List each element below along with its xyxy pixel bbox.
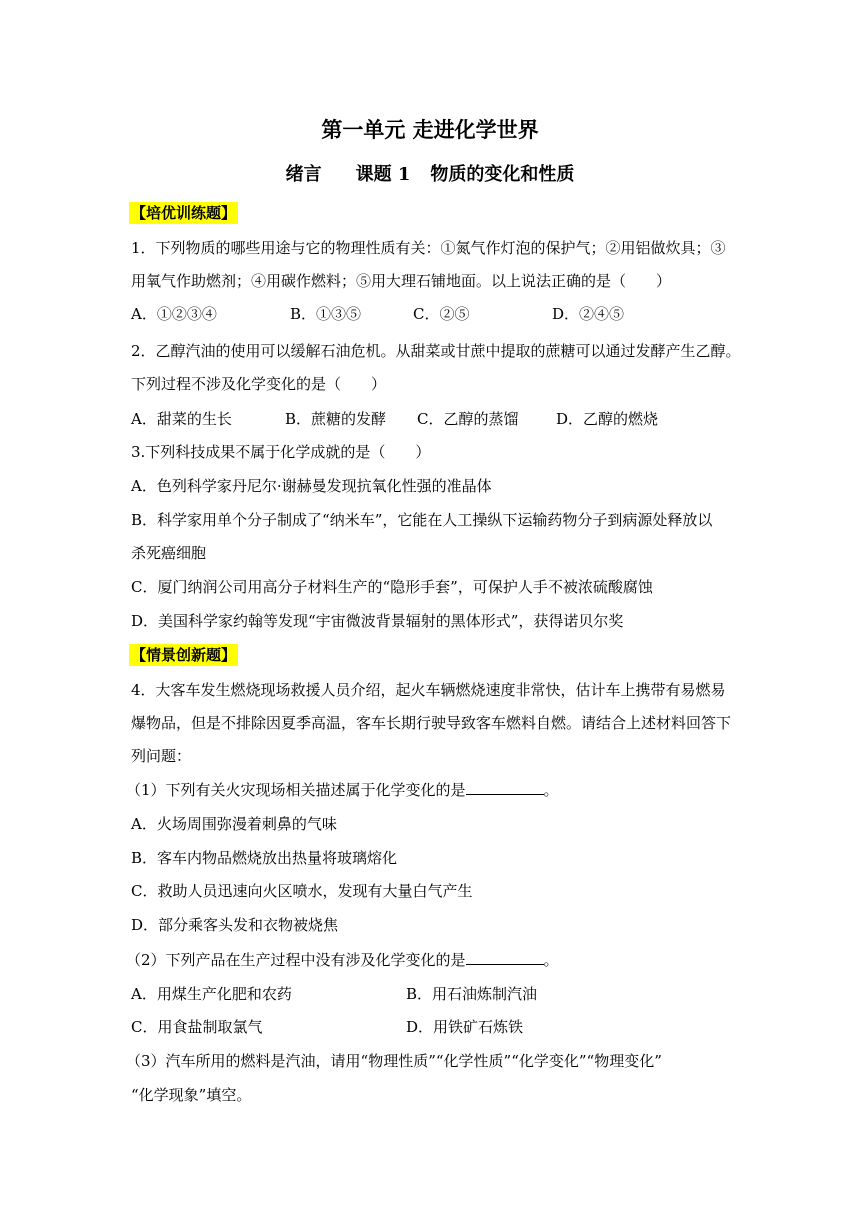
q4-sub2-option-c: C．用食盐制取氯气 [131, 1018, 263, 1036]
q4-sub2-option-b: B．用石油炼制汽油 [406, 985, 538, 1003]
q4-sub1-prefix: （1）下列有关火灾现场相关描述属于化学变化的是 [126, 781, 466, 799]
q4-sub1-option-c: C．救助人员迅速向火区喷水，发现有大量白气产生 [131, 882, 473, 900]
q3-option-b-line-1: B．科学家用单个分子制成了“纳米车”，它能在人工操纵下运输药物分子到病源处释放以 [131, 511, 713, 529]
lesson-title-part3: 物质的变化和性质 [430, 164, 575, 185]
q4-sub2-stem [126, 950, 559, 970]
section-tag-scenario: 【情景创新题】 [131, 646, 237, 664]
lesson-title-part2: 课题 1 [355, 164, 411, 185]
q3-option-a: A．色列科学家丹尼尔·谢赫曼发现抗氧化性强的准晶体 [131, 477, 492, 495]
q4-sub1-option-d: D．部分乘客头发和衣物被烧焦 [131, 916, 339, 934]
q4-line-1: 4．大客车发生燃烧现场救援人员介绍，起火车辆燃烧速度非常快，估计车上携带有易燃易 [131, 681, 726, 699]
q4-sub1-stem [126, 780, 559, 800]
unit-title: 第一单元 走进化学世界 [321, 117, 539, 142]
q4-sub1-option-a: A．火场周围弥漫着刺鼻的气味 [131, 815, 337, 833]
q2-option-a: A．甜菜的生长 [131, 410, 232, 428]
q1-line-1: 1．下列物质的哪些用途与它的物理性质有关：①氮气作灯泡的保护气；②用铝做炊具；③ [131, 239, 726, 257]
q4-line-2: 爆物品，但是不排除因夏季高温，客车长期行驶导致客车燃料自燃。请结合上述材料回答下 [131, 714, 732, 732]
q1-line-2: 用氧气作助燃剂；④用碳作燃料；⑤用大理石铺地面。以上说法正确的是（ ） [131, 272, 672, 290]
q1-option-b: B．①③⑤ [290, 305, 362, 323]
q4-sub2-prefix: （2）下列产品在生产过程中没有涉及化学变化的是 [126, 951, 466, 969]
q2-option-c: C．乙醇的蒸馏 [417, 410, 519, 428]
q4-sub2-option-a: A．用煤生产化肥和农药 [131, 985, 292, 1003]
q4-sub3-line-2: “化学现象”填空。 [131, 1086, 252, 1104]
lesson-title-part1: 绪言 [285, 164, 322, 185]
q3-stem: 3.下列科技成果不属于化学成就的是（ ） [131, 443, 431, 461]
q3-option-c: C．厦门纳润公司用高分子材料生产的“隐形手套”，可保护人手不被浓硫酸腐蚀 [131, 578, 653, 596]
q4-sub1-answer-blank[interactable] [466, 780, 544, 795]
q2-option-d: D．乙醇的燃烧 [556, 410, 659, 428]
q3-option-b-line-2: 杀死癌细胞 [131, 544, 207, 562]
q4-sub1-suffix: 。 [543, 781, 559, 799]
q2-line-2: 下列过程不涉及化学变化的是（ ） [131, 375, 387, 393]
q1-option-c: C．②⑤ [413, 305, 470, 323]
q4-sub1-option-b: B．客车内物品燃烧放出热量将玻璃熔化 [131, 849, 398, 867]
q2-option-b: B．蔗糖的发酵 [285, 410, 387, 428]
section-tag-training: 【培优训练题】 [131, 204, 237, 222]
q1-option-a: A．①②③④ [131, 305, 217, 323]
q4-sub2-suffix: 。 [543, 951, 559, 969]
q4-sub2-option-d: D．用铁矿石炼铁 [406, 1018, 524, 1036]
q4-sub3-line-1: （3）汽车所用的燃料是汽油，请用“物理性质”“化学性质”“化学变化”“物理变化” [126, 1052, 662, 1070]
q4-line-3: 列问题： [131, 747, 192, 765]
q4-sub2-answer-blank[interactable] [466, 950, 544, 965]
q2-line-1: 2．乙醇汽油的使用可以缓解石油危机。从甜菜或甘蔗中提取的蔗糖可以通过发酵产生乙醇。 [131, 342, 741, 360]
q3-option-d: D．美国科学家约翰等发现“宇宙微波背景辐射的黑体形式”，获得诺贝尔奖 [131, 612, 624, 630]
q1-option-d: D．②④⑤ [552, 305, 625, 323]
lesson-title [0, 160, 860, 186]
